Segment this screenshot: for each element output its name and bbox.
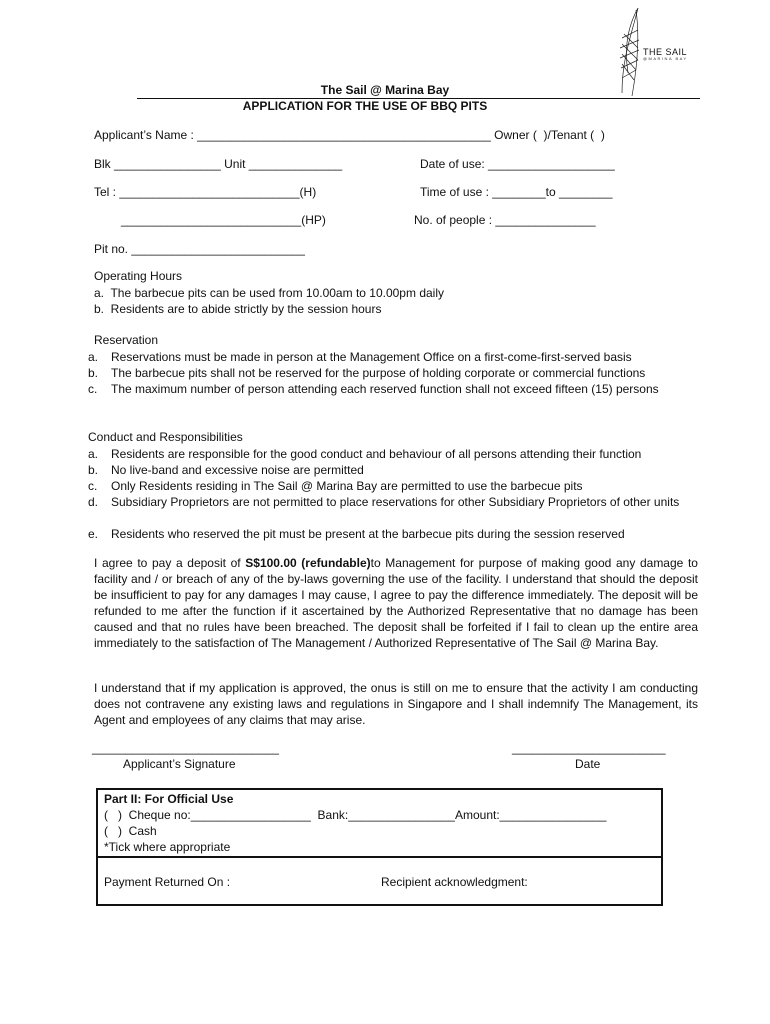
deposit-amount: S$100.00 (refundable) <box>245 556 371 570</box>
payment-returned-label: Payment Returned On : <box>104 875 231 889</box>
applicant-name-field: Applicant’s Name : ____________________________________________ Owner ( )/Tenant ( ) <box>94 128 605 142</box>
logo-subname: @MARINA BAY <box>643 56 688 61</box>
list-marker: d. <box>88 495 99 509</box>
date-label: Date <box>575 757 601 771</box>
list-text: No live-band and excessive noise are permitted <box>111 463 364 477</box>
list-text: The barbecue pits shall not be reserved for the purpose of holding corporate or commercial functions <box>111 366 646 380</box>
tel-home-field: Tel : ___________________________(H) <box>94 185 317 199</box>
list-text: Residents are responsible for the good conduct and behaviour of all persons attending their function <box>111 447 642 461</box>
logo-name: THE SAIL <box>643 47 688 57</box>
list-item <box>88 381 698 413</box>
official-divider <box>98 856 661 858</box>
tick-note: *Tick where appropriate <box>104 840 231 854</box>
operating-hours-item: b. Residents are to abide strictly by the session hours <box>94 302 382 316</box>
date-line: _______________________ <box>512 741 666 755</box>
undertaking-paragraph: I understand that if my application is approved, the onus is still on me to ensure that the activity I am conducting does not contravene any existing laws and regulations in Singapore and I shall indemnify The Management, its Agent and employees of any claims that may arise. <box>94 681 698 727</box>
time-of-use-field: Time of use : ________to ________ <box>420 185 613 199</box>
list-text: Subsidiary Proprietors are not permitted to place reservations for other Subsidiary Proprietors of other units <box>111 495 680 509</box>
list-item <box>88 365 698 381</box>
cash-field: ( ) Cash <box>104 824 157 838</box>
tel-handphone-field: ___________________________(HP) <box>121 213 326 227</box>
document-subtitle: APPLICATION FOR THE USE OF BBQ PITS <box>242 99 488 113</box>
list-marker: a. <box>88 350 99 364</box>
cheque-field: ( ) Cheque no:__________________ Bank:________________Amount:________________ <box>104 808 607 822</box>
operating-hours-item: a. The barbecue pits can be used from 10.00am to 10.00pm daily <box>94 286 444 300</box>
list-marker: c. <box>88 382 98 396</box>
conduct-heading: Conduct and Responsibilities <box>88 430 243 444</box>
date-of-use-field: Date of use: ___________________ <box>420 157 615 171</box>
blk-unit-field: Blk ________________ Unit ______________ <box>94 157 343 171</box>
list-marker: b. <box>88 463 99 477</box>
official-use-box <box>96 788 663 906</box>
list-item <box>88 526 698 542</box>
document-title: The Sail @ Marina Bay <box>320 83 450 97</box>
list-item <box>88 446 698 462</box>
recipient-acknowledgment-label: Recipient acknowledgment: <box>381 875 528 889</box>
official-use-heading: Part II: For Official Use <box>104 792 234 806</box>
list-text: Residents who reserved the pit must be present at the barbecue pits during the session reserved <box>111 527 625 541</box>
list-item <box>88 462 698 478</box>
list-marker: a. <box>88 447 99 461</box>
list-text: Only Residents residing in The Sail @ Marina Bay are permitted to use the barbecue pits <box>111 479 583 493</box>
signature-label: Applicant’s Signature <box>123 757 236 771</box>
signature-line: ____________________________ <box>92 741 279 755</box>
list-marker: e. <box>88 527 99 541</box>
deposit-paragraph: I agree to pay a deposit of S$100.00 (refundable)to Management for purpose of making good any damage to facility and / or breach of any of the by-laws governing the use of the facility. I understand that should the deposit be insufficient to pay for any damages I may cause, I agree to pay the difference immediately. The deposit will be refunded to me after the function if it ascertained by the Authorized Representative that no damage has been caused and that no rules have been breached. The deposit shall be forfeited if I fail to clean up the entire area immediately to the satisfaction of The Management / Authorized Representative of The Sail @ Marina Bay. <box>94 556 698 650</box>
list-text: Reservations must be made in person at the Management Office on a first-come-first-served basis <box>111 350 632 364</box>
list-item <box>88 478 698 494</box>
no-of-people-field: No. of people : _______________ <box>414 213 596 227</box>
list-text: The maximum number of person attending each reserved function shall not exceed fifteen (15) persons <box>111 382 659 396</box>
list-item <box>88 494 700 526</box>
operating-hours-heading: Operating Hours <box>94 269 183 283</box>
list-item <box>88 349 698 365</box>
reservation-heading: Reservation <box>94 333 159 347</box>
list-marker: c. <box>88 479 98 493</box>
list-marker: b. <box>88 366 99 380</box>
pit-no-field: Pit no. __________________________ <box>94 242 305 256</box>
